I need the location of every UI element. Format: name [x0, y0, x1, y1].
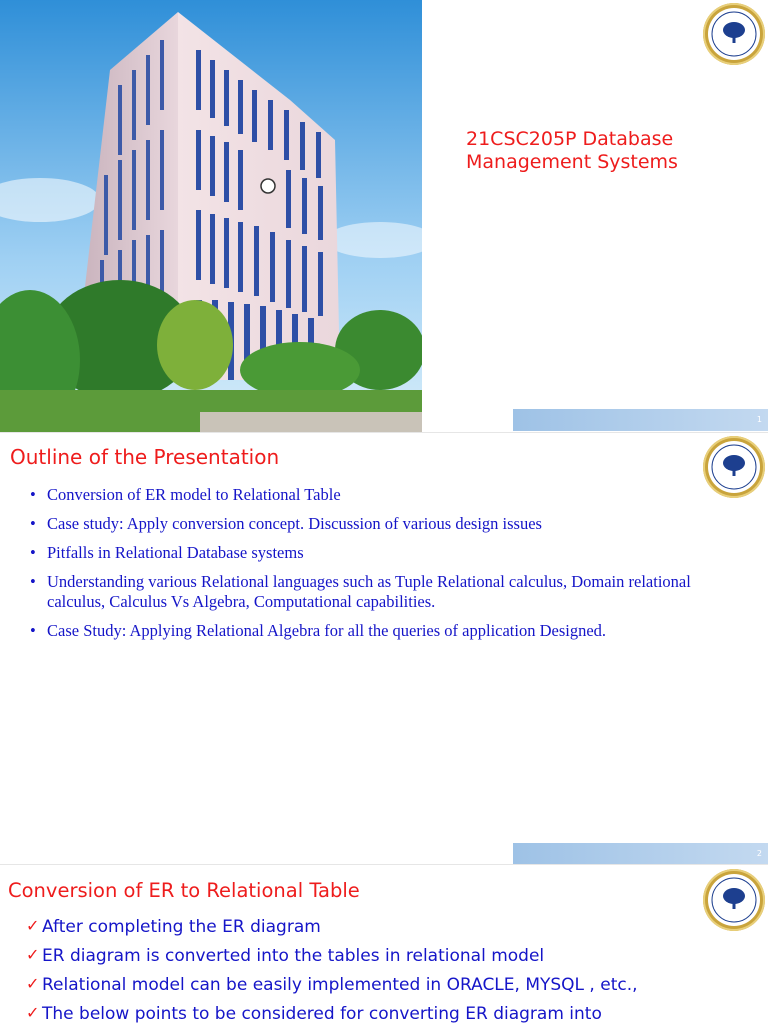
slide-footer-bar [513, 843, 768, 865]
list-item: • Pitfalls in Relational Database systems [30, 543, 730, 563]
slide-1 [0, 0, 768, 432]
deck-title: 21CSC205P Database Management Systems [466, 128, 678, 173]
check-mark-icon: ✓ [26, 974, 40, 993]
check-mark-icon: ✓ [26, 945, 40, 964]
check-list [26, 913, 746, 1025]
list-item: • Understanding various Relational languages such as Tuple Relational calculus, Domain relational calculus, Calculus Vs Algebra, Computational capabilities. [30, 572, 730, 612]
list-item-text: The below points to be considered for converting ER diagram into [42, 1004, 602, 1024]
outline-list [30, 485, 730, 650]
slide-title: Conversion of ER to Relational Table [8, 879, 360, 902]
list-item [26, 913, 746, 942]
list-item: • Conversion of ER model to Relational Table [30, 485, 730, 505]
slide-3 [0, 864, 768, 1025]
list-item [26, 942, 746, 971]
list-item: • Case Study: Applying Relational Algebra for all the queries of application Designed. [30, 621, 730, 641]
page-number: 2 [756, 849, 762, 858]
slide-2 [0, 432, 768, 865]
list-item: • Case study: Apply conversion concept. Discussion of various design issues [30, 514, 730, 534]
list-item [26, 971, 746, 1000]
check-mark-icon: ✓ [26, 1003, 40, 1022]
list-item [26, 1000, 746, 1025]
list-item-text: Relational model can be easily implemented in ORACLE, MYSQL , etc., [42, 975, 638, 995]
list-item-text: After completing the ER diagram [42, 917, 321, 937]
check-mark-icon: ✓ [26, 916, 40, 935]
slide-footer-bar [513, 409, 768, 431]
page-number: 1 [756, 415, 762, 424]
campus-building-photo [0, 0, 422, 432]
slide-title: Outline of the Presentation [10, 445, 280, 469]
university-seal-icon [703, 3, 765, 65]
list-item-text: ER diagram is converted into the tables in relational model [42, 946, 545, 966]
